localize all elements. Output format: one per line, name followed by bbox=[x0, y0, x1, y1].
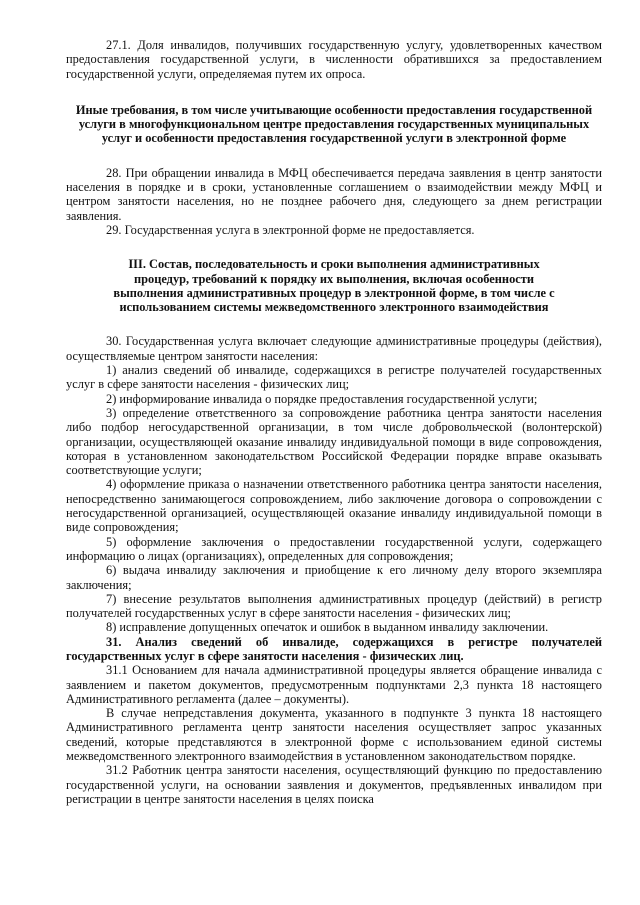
paragraph-31-2: 31.2 Работник центра занятости населения, осуществляющий функцию по предоставлению государственной услуги, на основании заявления и документов, предъявленных инвалидом при регистрации в центре занятости населения в целях поиска bbox=[66, 763, 602, 806]
list-item-3: 3) определение ответственного за сопровождение работника центра занятости населения либо подбор негосударственной организации, в том числе добровольческой (волонтерской) организации, осуществляющей оказание инвалиду индивидуальной помощи в виде сопровождения, которая в установленном законодательством Российской Федерации порядке вправе оказывать соответствующие услуги; bbox=[66, 405, 602, 478]
heading-section-3: III. Состав, последовательность и сроки выполнения административных процедур, требований к порядку их выполнения, включая особенности выполнения административных процедур в электронной форме, в том числе с использованием системы межведомственного электронного взаимодействия bbox=[113, 257, 555, 315]
paragraph-29: 29. Государственная услуга в электронной форме не предоставляется. bbox=[106, 222, 475, 237]
list-item-6: 6) выдача инвалиду заключения и приобщение к его личному делу второго экземпляра заключения; bbox=[66, 563, 602, 592]
list-item-1: 1) анализ сведений об инвалиде, содержащихся в регистре получателей государственных услуг в сфере занятости населения - физических лиц; bbox=[66, 363, 602, 392]
heading-other-requirements: Иные требования, в том числе учитывающие особенности предоставления государственной услуги в многофункциональном центре предоставления государственных муниципальных услуг и особенности предоставления государственной услуги в электронной форме bbox=[75, 102, 593, 146]
paragraph-30: 30. Государственная услуга включает следующие административные процедуры (действия), осуществляемые центром занятости населения: bbox=[66, 334, 602, 363]
list-item-5: 5) оформление заключения о предоставлении государственной услуги, содержащего информацию о лицах (организациях), определенных для сопровождения; bbox=[66, 534, 602, 563]
list-item-7: 7) внесение результатов выполнения административных процедур (действий) в регистр получателей государственных услуг в сфере занятости населения - физических лиц; bbox=[66, 591, 602, 621]
list-item-2: 2) информирование инвалида о порядке предоставления государственной услуги; bbox=[106, 391, 538, 406]
paragraph-31-1-continued: В случае непредставления документа, указанного в подпункте 3 пункта 18 настоящего Административного регламента центр занятости населения осуществляет запрос указанных сведений, которые представляются в электронной форме с использованием единой системы межведомственного электронного взаимодействия в установленном законодательством порядке. bbox=[66, 706, 602, 764]
list-item-8: 8) исправление допущенных опечаток и ошибок в выданном инвалиду заключении. bbox=[106, 620, 549, 635]
paragraph-31-1: 31.1 Основанием для начала административной процедуры является обращение инвалида с заявлением и пакетом документов, предусмотренным подпунктами 2,3 пункта 18 настоящего Административного регламента (далее – документы). bbox=[66, 663, 602, 706]
paragraph-31: 31. Анализ сведений об инвалиде, содержащихся в регистре получателей государственных услуг в сфере занятости населения - физических лиц. bbox=[66, 634, 602, 663]
list-item-4: 4) оформление приказа о назначении ответственного работника центра занятости населения, непосредственно занимающегося сопровождением, либо заключение договора о сопровождении с негосударственной организацией, осуществляющей оказание инвалиду индивидуальной помощи в виде сопровождения; bbox=[66, 477, 602, 535]
paragraph-28: 28. При обращении инвалида в МФЦ обеспечивается передача заявления в центр занятости населения в порядке и в сроки, установленные соглашением о взаимодействии между МФЦ и центром занятости населения, но не позднее рабочего дня, следующего за днем регистрации заявления. bbox=[66, 165, 602, 223]
paragraph-27-1: 27.1. Доля инвалидов, получивших государственную услугу, удовлетворенных качеством предоставления государственной услуги, в численности обратившихся за предоставлением государственной услуги, определяемая путем их опроса. bbox=[66, 38, 602, 81]
